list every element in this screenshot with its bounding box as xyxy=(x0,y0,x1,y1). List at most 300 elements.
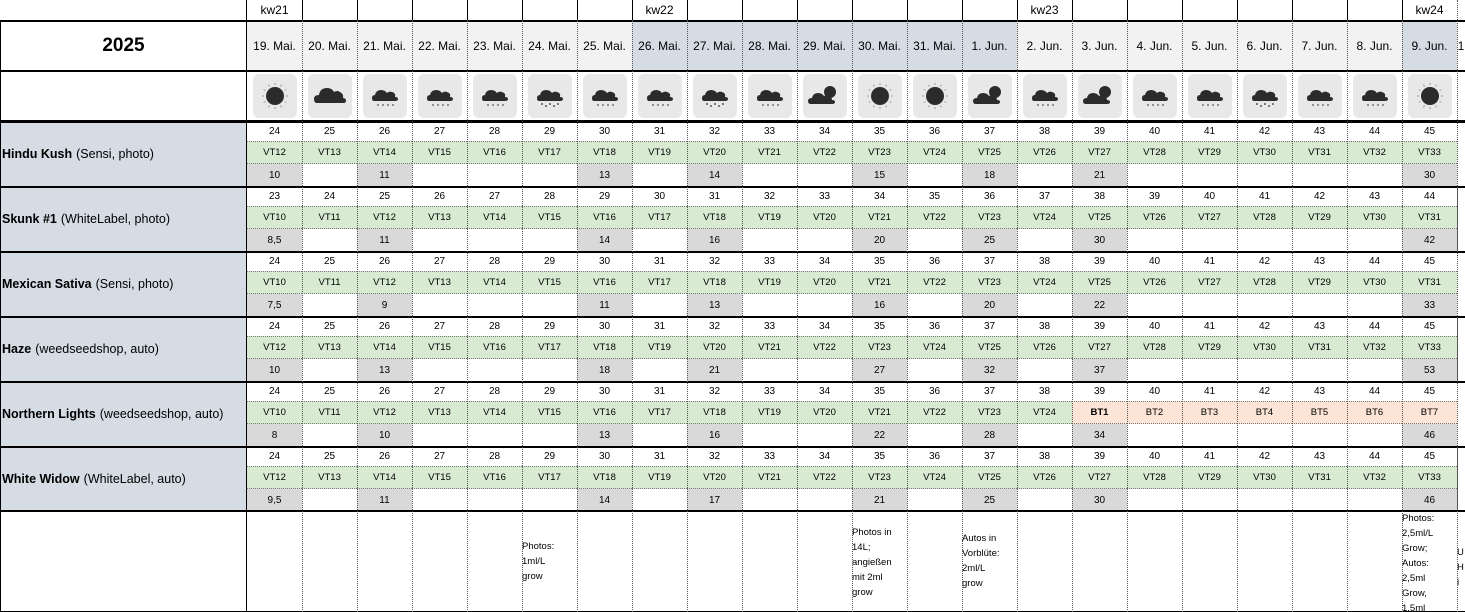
day-count-cell[interactable]: 25 xyxy=(323,385,336,397)
phase-cell[interactable]: VT17 xyxy=(522,336,577,359)
day-count-cell[interactable]: 32 xyxy=(763,190,776,202)
day-count-cell[interactable]: 38 xyxy=(1038,255,1051,267)
phase-cell[interactable]: VT26 xyxy=(1017,466,1072,489)
date-cell[interactable]: 26. Mai. xyxy=(632,20,687,71)
phase-cell[interactable]: VT30 xyxy=(1237,336,1292,359)
day-count-cell[interactable]: 41 xyxy=(1203,450,1216,462)
phase-cell[interactable]: VT17 xyxy=(522,466,577,489)
height-cell[interactable] xyxy=(522,164,577,186)
day-count-cell[interactable]: 25 xyxy=(323,320,336,332)
height-cell[interactable] xyxy=(522,489,577,511)
phase-cell[interactable]: VT21 xyxy=(852,271,907,294)
height-cell[interactable] xyxy=(1237,489,1292,511)
day-count-cell[interactable]: 39 xyxy=(1093,255,1106,267)
week-label[interactable]: kw22 xyxy=(645,3,674,17)
day-count-cell[interactable]: 27 xyxy=(433,320,446,332)
day-count-cell[interactable]: 30 xyxy=(598,255,611,267)
day-count-cell[interactable]: 38 xyxy=(1038,125,1051,137)
day-count-cell[interactable]: 42 xyxy=(1258,255,1271,267)
day-count-cell[interactable]: 27 xyxy=(433,125,446,137)
phase-cell[interactable]: VT18 xyxy=(577,141,632,164)
height-cell[interactable] xyxy=(1127,359,1182,381)
height-cell[interactable]: 21 xyxy=(1072,164,1127,186)
height-cell[interactable]: 10 xyxy=(247,164,302,186)
height-cell[interactable] xyxy=(412,294,467,316)
day-count-cell[interactable]: 42 xyxy=(1258,385,1271,397)
date-cell[interactable]: 4. Jun. xyxy=(1127,20,1182,71)
phase-cell[interactable]: VT31 xyxy=(1402,271,1457,294)
phase-cell[interactable]: VT12 xyxy=(247,466,302,489)
height-cell[interactable]: 18 xyxy=(577,359,632,381)
phase-cell[interactable]: VT26 xyxy=(1017,141,1072,164)
phase-cell[interactable]: VT12 xyxy=(357,206,412,229)
day-count-cell[interactable]: 28 xyxy=(488,125,501,137)
height-cell[interactable]: 17 xyxy=(687,489,742,511)
weather-cell[interactable] xyxy=(522,71,577,121)
date-cell[interactable]: 28. Mai. xyxy=(742,20,797,71)
phase-cell[interactable]: VT27 xyxy=(1182,206,1237,229)
weather-cell[interactable] xyxy=(1347,71,1402,121)
height-cell[interactable] xyxy=(1237,424,1292,446)
phase-cell[interactable]: VT19 xyxy=(742,401,797,424)
date-cell[interactable]: 9. Jun. xyxy=(1402,20,1457,71)
day-count-cell[interactable]: 26 xyxy=(378,385,391,397)
day-count-cell[interactable]: 39 xyxy=(1093,125,1106,137)
day-count-cell[interactable]: 27 xyxy=(433,255,446,267)
height-cell[interactable] xyxy=(1182,164,1237,186)
day-count-cell[interactable]: 24 xyxy=(268,255,281,267)
height-cell[interactable] xyxy=(1347,294,1402,316)
day-count-cell[interactable]: 37 xyxy=(983,125,996,137)
strain-label[interactable] xyxy=(0,381,247,446)
day-count-cell[interactable]: 35 xyxy=(873,385,886,397)
height-cell[interactable] xyxy=(412,164,467,186)
height-cell[interactable] xyxy=(907,229,962,251)
weather-cell[interactable] xyxy=(247,71,302,121)
day-count-cell[interactable]: 26 xyxy=(378,255,391,267)
phase-cell[interactable]: VT29 xyxy=(1292,206,1347,229)
day-count-cell[interactable]: 43 xyxy=(1313,125,1326,137)
weather-cell[interactable] xyxy=(357,71,412,121)
day-count-cell[interactable]: 41 xyxy=(1203,385,1216,397)
day-count-cell[interactable]: 35 xyxy=(873,255,886,267)
day-count-cell[interactable]: 29 xyxy=(543,255,556,267)
day-count-cell[interactable]: 37 xyxy=(983,385,996,397)
day-count-cell[interactable]: 34 xyxy=(818,125,831,137)
note-cell[interactable] xyxy=(962,511,1017,612)
phase-cell[interactable]: VT16 xyxy=(467,141,522,164)
weather-cell[interactable] xyxy=(577,71,632,121)
day-count-cell[interactable]: 40 xyxy=(1203,190,1216,202)
phase-cell[interactable]: VT33 xyxy=(1402,141,1457,164)
height-cell[interactable]: 10 xyxy=(357,424,412,446)
height-cell[interactable]: 11 xyxy=(357,489,412,511)
weather-cell[interactable] xyxy=(742,71,797,121)
day-count-cell[interactable]: 32 xyxy=(708,255,721,267)
height-cell[interactable] xyxy=(412,359,467,381)
height-cell[interactable] xyxy=(742,424,797,446)
day-count-cell[interactable]: 24 xyxy=(268,320,281,332)
day-count-cell[interactable]: 37 xyxy=(1038,190,1051,202)
day-count-cell[interactable]: 27 xyxy=(488,190,501,202)
day-count-cell[interactable]: 33 xyxy=(818,190,831,202)
height-cell[interactable]: 21 xyxy=(687,359,742,381)
phase-cell[interactable]: VT23 xyxy=(852,466,907,489)
phase-cell[interactable]: VT18 xyxy=(687,271,742,294)
day-count-cell[interactable]: 34 xyxy=(873,190,886,202)
day-count-cell[interactable]: 31 xyxy=(653,450,666,462)
height-cell[interactable] xyxy=(1292,489,1347,511)
day-count-cell[interactable]: 33 xyxy=(763,320,776,332)
day-count-cell[interactable]: 26 xyxy=(378,320,391,332)
day-count-cell[interactable]: 44 xyxy=(1368,255,1381,267)
day-count-cell[interactable]: 24 xyxy=(268,385,281,397)
phase-cell[interactable]: VT31 xyxy=(1292,141,1347,164)
phase-cell[interactable]: VT17 xyxy=(522,141,577,164)
day-count-cell[interactable]: 24 xyxy=(268,450,281,462)
phase-cell[interactable]: VT32 xyxy=(1347,336,1402,359)
height-cell[interactable]: 22 xyxy=(852,424,907,446)
height-cell[interactable]: 46 xyxy=(1402,489,1457,511)
phase-cell[interactable]: VT24 xyxy=(1017,271,1072,294)
phase-cell[interactable]: VT11 xyxy=(302,271,357,294)
day-count-cell[interactable]: 44 xyxy=(1368,385,1381,397)
phase-cell[interactable]: VT12 xyxy=(247,336,302,359)
height-cell[interactable]: 11 xyxy=(357,229,412,251)
day-count-cell[interactable]: 28 xyxy=(488,320,501,332)
phase-cell[interactable]: BT7 xyxy=(1402,401,1457,424)
height-cell[interactable]: 46 xyxy=(1402,424,1457,446)
height-cell[interactable] xyxy=(1017,359,1072,381)
height-cell[interactable] xyxy=(467,294,522,316)
height-cell[interactable] xyxy=(1237,164,1292,186)
height-cell[interactable] xyxy=(907,294,962,316)
phase-cell[interactable]: VT13 xyxy=(302,336,357,359)
height-cell[interactable] xyxy=(1017,489,1072,511)
day-count-cell[interactable]: 43 xyxy=(1313,255,1326,267)
day-count-cell[interactable]: 32 xyxy=(708,125,721,137)
height-cell[interactable]: 33 xyxy=(1402,294,1457,316)
phase-cell[interactable]: VT14 xyxy=(357,141,412,164)
height-cell[interactable] xyxy=(1292,359,1347,381)
height-cell[interactable]: 13 xyxy=(357,359,412,381)
strain-label[interactable] xyxy=(0,186,247,251)
weather-cell[interactable] xyxy=(1402,71,1457,121)
day-count-cell[interactable]: 33 xyxy=(763,125,776,137)
week-label[interactable]: kw21 xyxy=(260,3,289,17)
day-count-cell[interactable]: 44 xyxy=(1368,125,1381,137)
height-cell[interactable] xyxy=(1127,294,1182,316)
height-cell[interactable]: 8,5 xyxy=(247,229,302,251)
height-cell[interactable]: 42 xyxy=(1402,229,1457,251)
phase-cell[interactable]: VT12 xyxy=(247,141,302,164)
phase-cell[interactable]: VT22 xyxy=(797,336,852,359)
phase-cell[interactable]: VT16 xyxy=(577,401,632,424)
height-cell[interactable] xyxy=(907,489,962,511)
date-cell[interactable]: 30. Mai. xyxy=(852,20,907,71)
day-count-cell[interactable]: 40 xyxy=(1148,125,1161,137)
height-cell[interactable] xyxy=(797,164,852,186)
day-count-cell[interactable]: 37 xyxy=(983,320,996,332)
day-count-cell[interactable]: 25 xyxy=(323,450,336,462)
height-cell[interactable]: 25 xyxy=(962,229,1017,251)
day-count-cell[interactable]: 24 xyxy=(268,125,281,137)
day-count-cell[interactable]: 29 xyxy=(543,385,556,397)
day-count-cell[interactable]: 40 xyxy=(1148,255,1161,267)
day-count-cell[interactable]: 35 xyxy=(928,190,941,202)
day-count-cell[interactable]: 25 xyxy=(378,190,391,202)
day-count-cell[interactable]: 29 xyxy=(598,190,611,202)
height-cell[interactable] xyxy=(742,229,797,251)
weather-cell[interactable] xyxy=(962,71,1017,121)
phase-cell[interactable]: VT15 xyxy=(522,206,577,229)
phase-cell[interactable]: VT16 xyxy=(577,206,632,229)
strain-label[interactable] xyxy=(0,121,247,186)
height-cell[interactable]: 21 xyxy=(852,489,907,511)
day-count-cell[interactable]: 26 xyxy=(378,450,391,462)
height-cell[interactable] xyxy=(522,424,577,446)
day-count-cell[interactable]: 38 xyxy=(1093,190,1106,202)
date-cell[interactable]: 24. Mai. xyxy=(522,20,577,71)
phase-cell[interactable]: VT21 xyxy=(742,466,797,489)
phase-cell[interactable]: VT14 xyxy=(467,401,522,424)
phase-cell[interactable]: VT28 xyxy=(1237,271,1292,294)
phase-cell[interactable]: VT24 xyxy=(907,466,962,489)
day-count-cell[interactable]: 34 xyxy=(818,320,831,332)
day-count-cell[interactable]: 40 xyxy=(1148,450,1161,462)
strain-label[interactable] xyxy=(0,251,247,316)
phase-cell[interactable]: VT24 xyxy=(1017,401,1072,424)
day-count-cell[interactable]: 35 xyxy=(873,450,886,462)
day-count-cell[interactable]: 42 xyxy=(1258,125,1271,137)
phase-cell[interactable]: VT28 xyxy=(1127,466,1182,489)
height-cell[interactable] xyxy=(907,424,962,446)
day-count-cell[interactable]: 41 xyxy=(1203,320,1216,332)
day-count-cell[interactable]: 31 xyxy=(653,320,666,332)
height-cell[interactable]: 20 xyxy=(962,294,1017,316)
phase-cell[interactable]: VT17 xyxy=(632,271,687,294)
day-count-cell[interactable]: 36 xyxy=(928,450,941,462)
day-count-cell[interactable]: 28 xyxy=(488,450,501,462)
height-cell[interactable]: 30 xyxy=(1402,164,1457,186)
phase-cell[interactable]: VT24 xyxy=(907,336,962,359)
height-cell[interactable] xyxy=(1292,294,1347,316)
height-cell[interactable]: 15 xyxy=(852,164,907,186)
day-count-cell[interactable]: 32 xyxy=(708,450,721,462)
height-cell[interactable] xyxy=(412,229,467,251)
phase-cell[interactable]: VT29 xyxy=(1292,271,1347,294)
phase-cell[interactable]: VT12 xyxy=(357,401,412,424)
day-count-cell[interactable]: 41 xyxy=(1258,190,1271,202)
phase-cell[interactable]: VT22 xyxy=(797,141,852,164)
phase-cell[interactable]: VT25 xyxy=(962,141,1017,164)
day-count-cell[interactable]: 43 xyxy=(1368,190,1381,202)
phase-cell[interactable]: VT23 xyxy=(962,271,1017,294)
weather-cell[interactable] xyxy=(412,71,467,121)
date-cell[interactable]: 21. Mai. xyxy=(357,20,412,71)
day-count-cell[interactable]: 43 xyxy=(1313,320,1326,332)
height-cell[interactable]: 10 xyxy=(247,359,302,381)
day-count-cell[interactable]: 41 xyxy=(1203,125,1216,137)
day-count-cell[interactable]: 37 xyxy=(983,450,996,462)
weather-cell[interactable] xyxy=(1292,71,1347,121)
phase-cell[interactable]: VT31 xyxy=(1292,336,1347,359)
day-count-cell[interactable]: 42 xyxy=(1258,450,1271,462)
day-count-cell[interactable]: 31 xyxy=(708,190,721,202)
height-cell[interactable] xyxy=(632,229,687,251)
phase-cell[interactable]: VT13 xyxy=(412,206,467,229)
day-count-cell[interactable]: 27 xyxy=(433,385,446,397)
height-cell[interactable] xyxy=(1182,359,1237,381)
day-count-cell[interactable]: 45 xyxy=(1423,320,1436,332)
height-cell[interactable] xyxy=(522,294,577,316)
height-cell[interactable] xyxy=(1127,164,1182,186)
day-count-cell[interactable]: 28 xyxy=(543,190,556,202)
day-count-cell[interactable]: 35 xyxy=(873,320,886,332)
height-cell[interactable] xyxy=(1182,294,1237,316)
weather-cell[interactable] xyxy=(907,71,962,121)
height-cell[interactable]: 14 xyxy=(577,229,632,251)
phase-cell[interactable]: VT19 xyxy=(632,466,687,489)
height-cell[interactable] xyxy=(1017,229,1072,251)
phase-cell[interactable]: BT5 xyxy=(1292,401,1347,424)
day-count-cell[interactable]: 34 xyxy=(818,255,831,267)
day-count-cell[interactable]: 40 xyxy=(1148,320,1161,332)
phase-cell[interactable]: VT28 xyxy=(1127,336,1182,359)
height-cell[interactable]: 25 xyxy=(962,489,1017,511)
weather-cell[interactable] xyxy=(1017,71,1072,121)
day-count-cell[interactable]: 44 xyxy=(1368,450,1381,462)
day-count-cell[interactable]: 35 xyxy=(873,125,886,137)
phase-cell[interactable]: VT25 xyxy=(1072,271,1127,294)
week-label[interactable]: kw23 xyxy=(1030,3,1059,17)
phase-cell[interactable]: VT16 xyxy=(467,336,522,359)
phase-cell[interactable]: VT25 xyxy=(1072,206,1127,229)
phase-cell[interactable]: VT13 xyxy=(302,141,357,164)
strain-label[interactable] xyxy=(0,316,247,381)
height-cell[interactable] xyxy=(1017,424,1072,446)
day-count-cell[interactable]: 38 xyxy=(1038,450,1051,462)
phase-cell[interactable]: VT14 xyxy=(357,336,412,359)
date-cell[interactable]: 19. Mai. xyxy=(247,20,302,71)
date-cell[interactable]: 5. Jun. xyxy=(1182,20,1237,71)
day-count-cell[interactable]: 30 xyxy=(598,450,611,462)
height-cell[interactable] xyxy=(1127,489,1182,511)
height-cell[interactable]: 16 xyxy=(852,294,907,316)
height-cell[interactable]: 16 xyxy=(687,229,742,251)
phase-cell[interactable]: VT24 xyxy=(907,141,962,164)
height-cell[interactable] xyxy=(1347,424,1402,446)
day-count-cell[interactable]: 31 xyxy=(653,385,666,397)
phase-cell[interactable]: VT18 xyxy=(687,401,742,424)
height-cell[interactable] xyxy=(522,359,577,381)
phase-cell[interactable]: VT22 xyxy=(907,271,962,294)
phase-cell[interactable]: VT17 xyxy=(632,401,687,424)
phase-cell[interactable]: VT28 xyxy=(1127,141,1182,164)
phase-cell[interactable]: VT15 xyxy=(412,141,467,164)
date-cell[interactable]: 27. Mai. xyxy=(687,20,742,71)
height-cell[interactable] xyxy=(467,164,522,186)
phase-cell[interactable]: VT29 xyxy=(1182,336,1237,359)
day-count-cell[interactable]: 26 xyxy=(378,125,391,137)
height-cell[interactable] xyxy=(1292,424,1347,446)
height-cell[interactable]: 22 xyxy=(1072,294,1127,316)
phase-cell[interactable]: BT1 xyxy=(1072,401,1127,424)
day-count-cell[interactable]: 36 xyxy=(983,190,996,202)
height-cell[interactable]: 14 xyxy=(687,164,742,186)
day-count-cell[interactable]: 45 xyxy=(1423,125,1436,137)
day-count-cell[interactable]: 38 xyxy=(1038,320,1051,332)
phase-cell[interactable]: VT20 xyxy=(687,336,742,359)
day-count-cell[interactable]: 33 xyxy=(763,255,776,267)
day-count-cell[interactable]: 45 xyxy=(1423,450,1436,462)
phase-cell[interactable]: VT30 xyxy=(1347,206,1402,229)
phase-cell[interactable]: VT16 xyxy=(467,466,522,489)
height-cell[interactable] xyxy=(907,359,962,381)
height-cell[interactable]: 53 xyxy=(1402,359,1457,381)
phase-cell[interactable]: VT19 xyxy=(742,271,797,294)
week-label[interactable]: kw24 xyxy=(1415,3,1444,17)
height-cell[interactable] xyxy=(1347,489,1402,511)
day-count-cell[interactable]: 36 xyxy=(928,125,941,137)
height-cell[interactable] xyxy=(467,489,522,511)
day-count-cell[interactable]: 39 xyxy=(1093,385,1106,397)
phase-cell[interactable]: VT14 xyxy=(467,271,522,294)
phase-cell[interactable]: VT27 xyxy=(1072,336,1127,359)
height-cell[interactable]: 13 xyxy=(687,294,742,316)
day-count-cell[interactable]: 42 xyxy=(1313,190,1326,202)
phase-cell[interactable]: VT29 xyxy=(1182,141,1237,164)
day-count-cell[interactable]: 44 xyxy=(1423,190,1436,202)
height-cell[interactable] xyxy=(467,424,522,446)
phase-cell[interactable]: VT11 xyxy=(302,401,357,424)
phase-cell[interactable]: BT4 xyxy=(1237,401,1292,424)
date-cell[interactable]: 22. Mai. xyxy=(412,20,467,71)
height-cell[interactable] xyxy=(467,359,522,381)
height-cell[interactable] xyxy=(742,164,797,186)
phase-cell[interactable]: VT33 xyxy=(1402,336,1457,359)
phase-cell[interactable]: VT15 xyxy=(412,466,467,489)
height-cell[interactable] xyxy=(1347,164,1402,186)
day-count-cell[interactable]: 28 xyxy=(488,255,501,267)
weather-cell[interactable] xyxy=(687,71,742,121)
height-cell[interactable] xyxy=(742,359,797,381)
height-cell[interactable]: 13 xyxy=(577,424,632,446)
height-cell[interactable] xyxy=(742,489,797,511)
phase-cell[interactable]: VT25 xyxy=(962,466,1017,489)
phase-cell[interactable]: VT30 xyxy=(1237,466,1292,489)
day-count-cell[interactable]: 39 xyxy=(1093,450,1106,462)
phase-cell[interactable]: VT13 xyxy=(302,466,357,489)
height-cell[interactable] xyxy=(1127,424,1182,446)
phase-cell[interactable]: VT33 xyxy=(1402,466,1457,489)
day-count-cell[interactable]: 26 xyxy=(433,190,446,202)
day-count-cell[interactable]: 39 xyxy=(1148,190,1161,202)
phase-cell[interactable]: VT18 xyxy=(577,466,632,489)
day-count-cell[interactable]: 31 xyxy=(653,125,666,137)
phase-cell[interactable]: VT10 xyxy=(247,401,302,424)
phase-cell[interactable]: VT11 xyxy=(302,206,357,229)
height-cell[interactable] xyxy=(1292,229,1347,251)
height-cell[interactable]: 30 xyxy=(1072,489,1127,511)
day-count-cell[interactable]: 32 xyxy=(708,385,721,397)
phase-cell[interactable]: VT22 xyxy=(907,401,962,424)
phase-cell[interactable]: VT15 xyxy=(522,271,577,294)
weather-cell[interactable] xyxy=(1182,71,1237,121)
height-cell[interactable] xyxy=(1347,229,1402,251)
height-cell[interactable] xyxy=(1292,164,1347,186)
height-cell[interactable] xyxy=(632,424,687,446)
